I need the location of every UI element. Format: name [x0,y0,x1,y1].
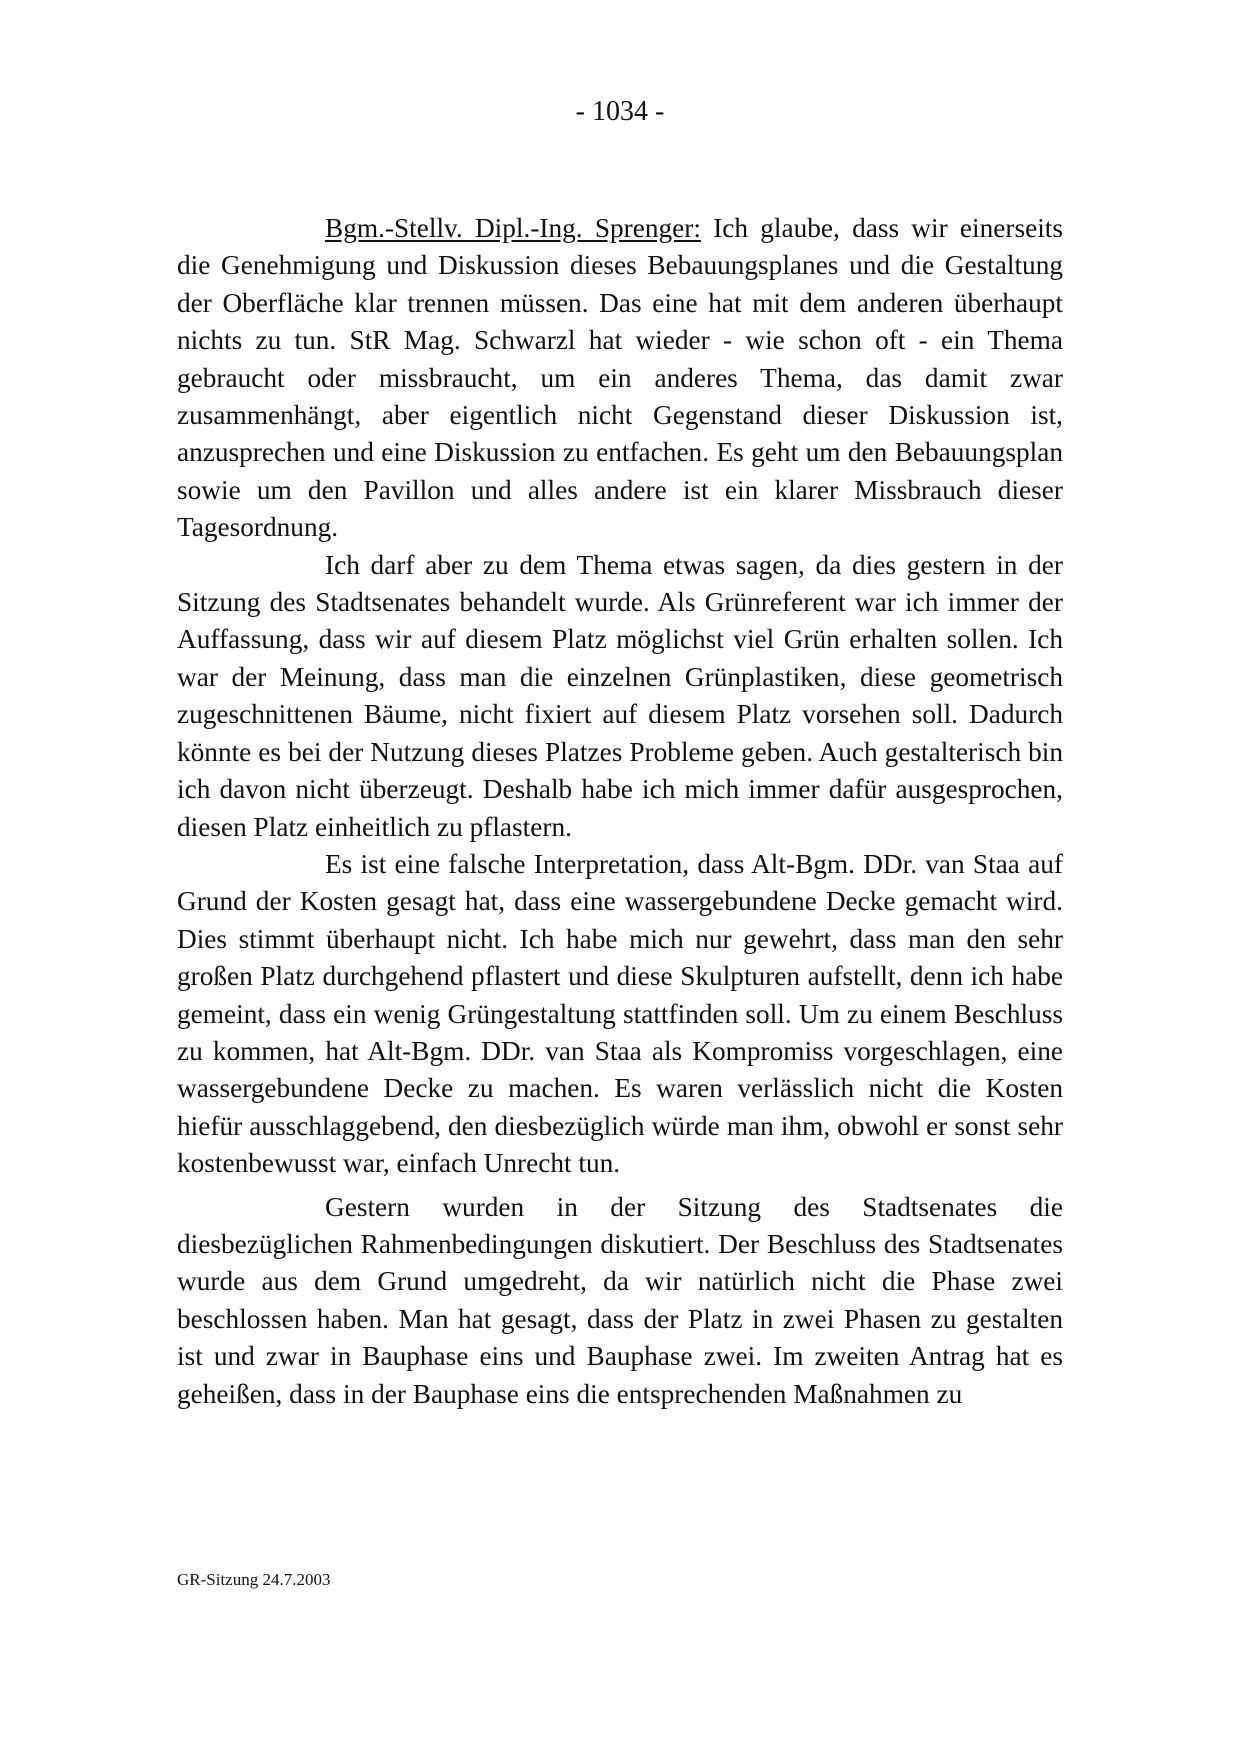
paragraph-3: Es ist eine falsche Interpretation, dass Alt-Bgm. DDr. van Staa auf Grund der Kosten gesagt hat, dass eine wassergebundene Decke gemacht wird. Dies stimmt überhaupt nicht. Ich habe mich nur gewehrt, dass man den sehr großen Platz durchgehend pflastert und diese Skulpturen aufstellt, denn ich habe gemeint, dass ein wenig Grüngestaltung stattfinden soll. Um zu einem Beschluss zu kommen, hat Alt-Bgm. DDr. van Staa als Kompromiss vorgeschlagen, eine wassergebundene Decke zu machen. Es waren verlässlich nicht die Kosten hiefür ausschlaggebend, den diesbezüglich würde man ihm, obwohl er sonst sehr kostenbewusst war, einfach Unrecht tun. [177,848,1063,1179]
paragraph-1-text: Ich glaube, dass wir einerseits die Genehmigung und Diskussion dieses Bebauungsplanes und die Gestaltung der Oberfläche klar trennen müssen. Das eine hat mit dem anderen überhaupt nichts zu tun. StR Mag. Schwarzl hat wieder - wie schon oft - ein Thema gebraucht oder missbraucht, um ein anderes Thema, das damit zwar zusammenhängt, aber eigentlich nicht Gegenstand dieser Diskussion ist, anzusprechen und eine Diskussion zu entfachen. Es geht um den Bebauungsplan sowie um den Pavillon und alles andere ist ein klarer Missbrauch dieser Tagesordnung. [177,213,1063,543]
footer-session-date: GR-Sitzung 24.7.2003 [177,1570,331,1589]
page-number: - 1034 - [575,96,665,127]
body-text [177,210,1063,1413]
paragraph-4: Gestern wurden in der Sitzung des Stadtsenates die diesbezüglichen Rahmenbedingungen diskutiert. Der Beschluss des Stadtsenates wurde aus dem Grund umgedreht, da wir natürlich nicht die Phase zwei beschlossen haben. Man hat gesagt, dass der Platz in zwei Phasen zu gestalten ist und zwar in Bauphase eins und Bauphase zwei. Im zweiten Antrag hat es geheißen, dass in der Bauphase eins die entsprechenden Maßnahmen zu [177,1191,1063,1409]
paragraph-2: Ich darf aber zu dem Thema etwas sagen, da dies gestern in der Sitzung des Stadtsenates behandelt wurde. Als Grünreferent war ich immer der Auffassung, dass wir auf diesem Platz möglichst viel Grün erhalten sollen. Ich war der Meinung, dass man die einzelnen Grünplastiken, diese geometrisch zugeschnittenen Bäume, nicht fixiert auf diesem Platz vorsehen soll. Dadurch könnte es bei der Nutzung dieses Platzes Probleme geben. Auch gestalterisch bin ich davon nicht überzeugt. Deshalb habe ich mich immer dafür ausgesprochen, diesen Platz einheitlich zu pflastern. [177,549,1063,842]
paragraph-1 [177,210,1063,547]
speaker-name: Bgm.-Stellv. Dipl.-Ing. Sprenger: [325,213,701,243]
